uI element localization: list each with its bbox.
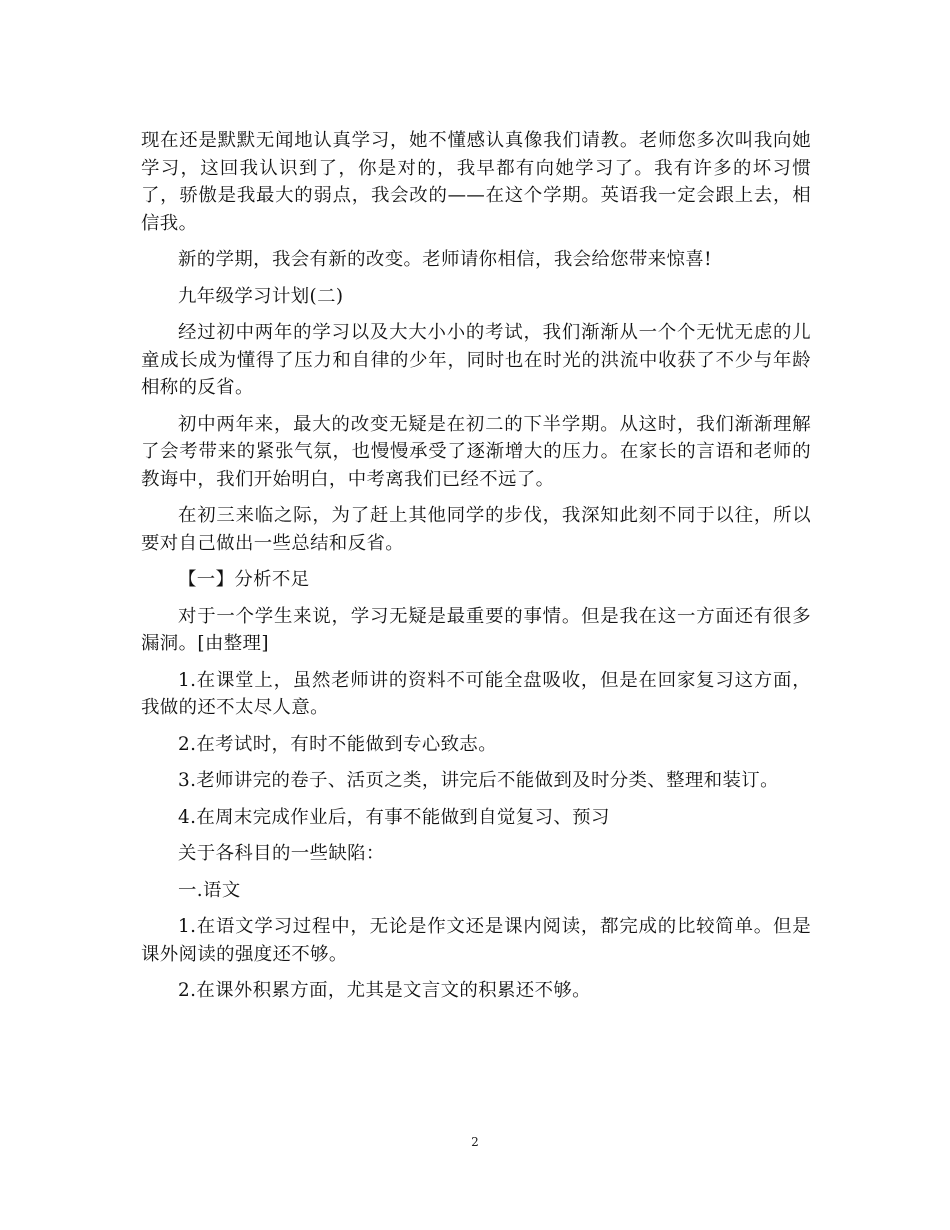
paragraph-new-semester: 新的学期，我会有新的改变。老师请你相信，我会给您带来惊喜! [178,249,712,270]
paragraph-grade-three: 在初三来临之际，为了赶上其他同学的步伐，我深知此刻不同于以往，所以要对自己做出一些总结和反省。 [141,505,811,554]
paragraph-continuation: 现在还是默默无闻地认真学习，她不懂感认真像我们请教。老师您多次叫我向她学习，这回我认识到了，你是对的，我早都有向她学习了。我有许多的坏习惯了，骄傲是我最大的弱点，我会改的——在这个学期。英语我一定会跟上去，相信我。 [141,130,811,234]
section-title: 九年级学习计划(二) [178,285,344,307]
list-item-3: 3.老师讲完的卷子、活页之类，讲完后不能做到及时分类、整理和装订。 [178,770,779,791]
paragraph-study-gaps: 对于一个学生来说，学习无疑是最重要的事情。但是我在这一方面还有很多漏洞。[由整理] [141,605,811,654]
paragraph-grade-two: 初中两年来，最大的改变无疑是在初二的下半学期。从这时，我们渐渐理解了会考带来的紧张气氛，也慢慢承受了逐渐增大的压力。在家长的言语和老师的教诲中，我们开始明白，中考离我们已经不远了。 [141,413,811,490]
chinese-item-1: 1.在语文学习过程中，无论是作文还是课内阅读，都完成的比较简单。但是课外阅读的强度还不够。 [141,916,811,965]
subject-intro: 关于各科目的一些缺陷： [178,843,385,864]
list-item-2: 2.在考试时，有时不能做到专心致志。 [178,733,497,755]
subject-heading-chinese: 一.语文 [178,879,241,901]
page-number: 2 [471,1135,479,1149]
heading-analysis: 【一】分析不足 [178,569,310,590]
document-body [141,127,811,1005]
chinese-item-2: 2.在课外积累方面，尤其是文言文的积累还不够。 [178,980,591,1001]
paragraph-intro: 经过初中两年的学习以及大大小小的考试，我们渐渐从一个个无忧无虑的儿童成长成为懂得了压力和自律的少年，同时也在时光的洪流中收获了不少与年龄相称的反省。 [141,322,811,398]
list-item-1: 1.在课堂上，虽然老师讲的资料不可能全盘吸收，但是在回家复习这方面，我做的还不太尽人意。 [141,669,811,718]
list-item-4: 4.在周末完成作业后，有事不能做到自觉复习、预习 [178,806,610,828]
